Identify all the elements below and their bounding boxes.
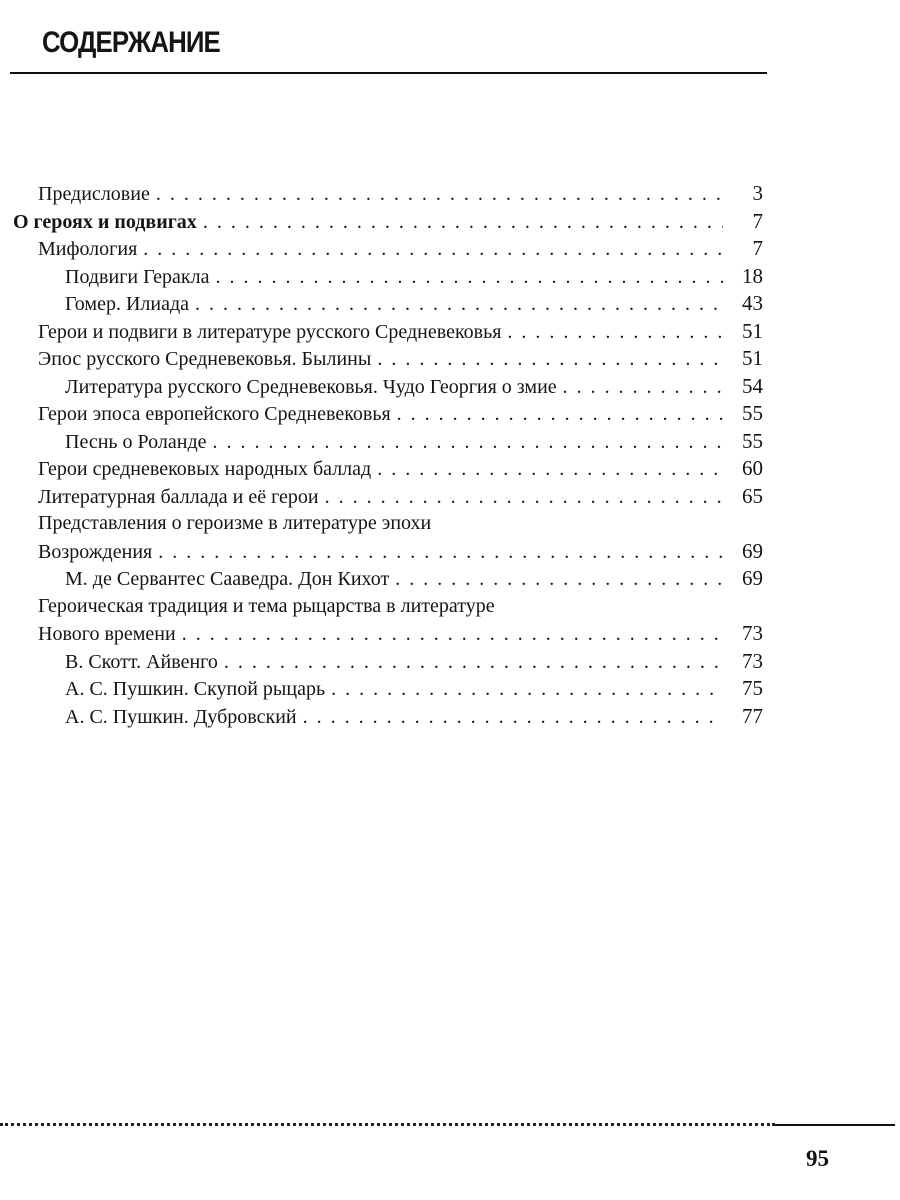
toc-entry-label: Герои эпоса европейского Средневековья [38,403,391,425]
toc-entry-label: Литература русского Средневековья. Чудо Георгия о змие [65,375,557,398]
toc-entry-page: 3 [752,181,763,205]
dot-leader [563,374,723,402]
toc-entry-label: В. Скотт. Айвенго [65,650,218,673]
toc-entry [13,675,763,703]
toc-entry-label: Песнь о Роланде [65,430,207,453]
toc-entry-label: М. де Сервантес Сааведра. Дон Кихот [65,568,390,590]
dot-leader [507,319,723,347]
title-rule [10,72,767,74]
dot-leader [377,456,723,484]
toc-entry-page: 43 [742,291,763,315]
dot-leader [395,566,723,594]
toc-entry-page: 51 [742,318,763,343]
toc-entry-page: 75 [742,676,763,700]
toc-entry-first-line: Героическая традиция и тема рыцарства в литературе [38,594,495,617]
dot-leader [213,429,724,457]
toc-entry-label: Нового времени [38,623,176,645]
toc-entry-page: 51 [742,346,763,370]
toc-entry-label: Литературная баллада и её герои [38,485,319,508]
toc-entry [13,373,763,401]
toc-entry [13,208,763,236]
toc-entry-label: Подвиги Геракла [65,265,210,288]
toc-entry [13,620,763,648]
dot-leader [397,401,723,429]
toc-entry-page: 7 [752,208,763,233]
toc-entry [13,180,763,208]
footer-dotted-rule [0,1123,775,1126]
toc-entry [13,400,763,428]
toc-entry-label: Герои средневековых народных баллад [38,458,372,480]
page-number: 95 [806,1146,829,1171]
toc-entry [13,483,763,511]
toc-entry-label: Возрождения [38,540,153,563]
toc-entry-label: А. С. Пушкин. Дубровский [65,705,297,728]
toc-entry [13,345,763,373]
toc-entry-page: 73 [742,648,763,673]
toc-entry [13,263,763,291]
toc-entry [13,318,763,346]
dot-leader [158,539,723,567]
dot-leader [377,346,723,374]
page-title: СОДЕРЖАНИЕ [42,26,220,59]
toc-entry-page: 77 [742,703,763,728]
dot-leader [143,236,723,264]
toc-entry-label: О героях и подвигах [13,210,197,233]
table-of-contents [13,180,763,730]
toc-entry [13,455,763,483]
toc-entry-page: 65 [742,483,763,508]
toc-entry-label: Эпос русского Средневековья. Былины [38,348,372,370]
toc-entry-page: 7 [752,236,763,260]
toc-entry [13,290,763,318]
toc-entry-page: 69 [742,538,763,563]
toc-entry [13,428,763,456]
dot-leader [224,649,723,677]
toc-entry [13,538,763,566]
toc-entry [13,703,763,731]
dot-leader [303,704,723,732]
toc-entry-label: Гомер. Илиада [65,293,190,315]
toc-entry-page: 69 [742,566,763,590]
toc-entry [13,565,763,593]
toc-entry-page: 18 [742,263,763,288]
toc-entry-label: Герои и подвиги в литературе русского Средневековья [38,320,502,343]
toc-entry [13,648,763,676]
toc-entry-first-line: Представления о героизме в литературе эпохи [38,512,432,534]
toc-entry-label: Мифология [38,238,138,260]
dot-leader [203,209,723,237]
toc-entry-page: 55 [742,401,763,425]
toc-entry-page: 54 [742,373,763,398]
footer-rule [775,1124,895,1126]
toc-entry-page: 60 [742,456,763,480]
dot-leader [325,484,723,512]
dot-leader [182,621,723,649]
toc-entry-page: 55 [742,428,763,453]
toc-entry [13,235,763,263]
dot-leader [331,676,723,704]
dot-leader [156,181,723,209]
toc-entry-label: А. С. Пушкин. Скупой рыцарь [65,678,326,700]
dot-leader [215,264,723,292]
toc-entry-label: Предисловие [38,183,150,205]
dot-leader [195,291,723,319]
toc-entry-page: 73 [742,621,763,645]
